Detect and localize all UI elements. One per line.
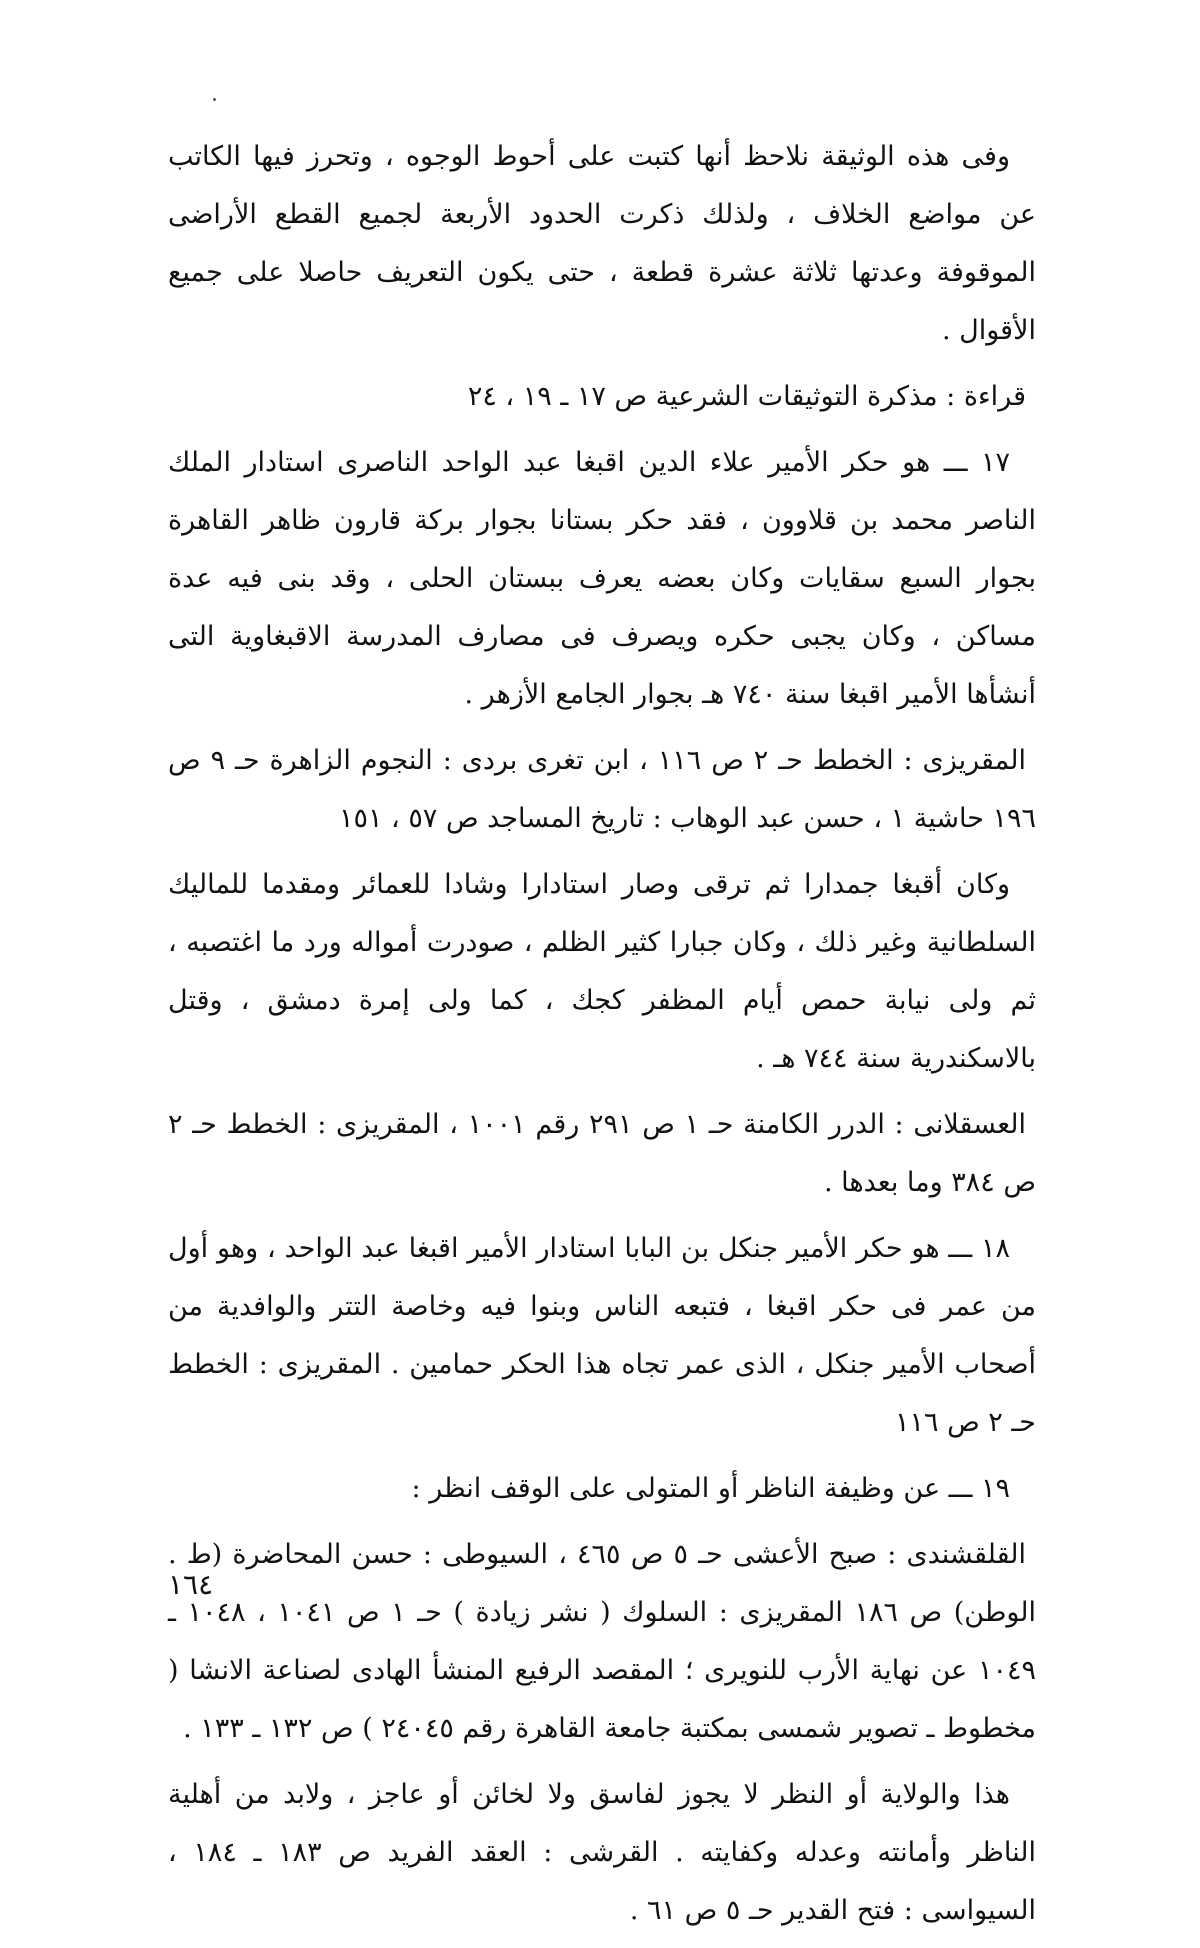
page-number: ١٦٤ [168,1568,214,1601]
reference-note-19: القلقشندى : صبح الأعشى حـ ٥ ص ٤٦٥ ، السيوطى : حسن المحاضرة (ط . الوطن) ص ١٨٦ المقريزى : السلوك ( نشر زيادة ) حـ ١ ص ١٠٤١ ، ١٠٤٨ ـ ١٠٤٩ عن نهاية الأرب للنويرى ؛ المقصد الرفيع المنشأ الهادى لصناعة الانشا ( مخطوط ـ تصوير شمسى بمكتبة جامعة القاهرة رقم ٢٤٠٤٥ ) ص ١٣٢ ـ ١٣٣ . [168,1539,1036,1744]
paragraph-document-note: وفى هذه الوثيقة نلاحظ أنها كتبت على أحوط الوجوه ، وتحرز فيها الكاتب عن مواضع الخلاف ، ولذلك ذكرت الحدود الأربعة لجميع القطع الأراضى الموقوفة وعدتها ثلاثة عشرة قطعة ، حتى يكون التعريف حاصلا على جميع الأقوال . [168,141,1036,346]
reference-aqbugha: العسقلانى : الدرر الكامنة حـ ١ ص ٢٩١ رقم ١٠٠١ ، المقريزى : الخطط حـ ٢ ص ٣٨٤ وما بعدها . [168,1109,1036,1198]
scan-speck [213,98,216,101]
note-17: ١٧ ـــ هو حكر الأمير علاء الدين اقبغا عبد الواحد الناصرى استادار الملك الناصر محمد بن قلاوون ، فقد حكر بستانا بجوار بركة قارون ظاهر القاهرة بجوار السبع سقايات وكان بعضه يعرف ببستان الحلى ، وقد بنى فيه عدة مساكن ، وكان يجبى حكره ويصرف فى مصارف المدرسة الاقبغاوية التى أنشأها الأمير اقبغا سنة ٧٤٠ هـ بجوار الجامع الأزهر . [168,447,1036,710]
paragraph-guardianship: هذا والولاية أو النظر لا يجوز لفاسق ولا لخائن أو عاجز ، ولابد من أهلية الناظر وأمانته وعدله وكفايته . القرشى : العقد الفريد ص ١٨٣ ـ ١٨٤ ، السيواسى : فتح القدير حـ ٥ ص ٦١ . [168,1779,1037,1926]
note-19: ١٩ ـــ عن وظيفة الناظر أو المتولى على الوقف انظر : [411,1473,1010,1504]
document-page [168,128,1036,1948]
reference-note-17: المقريزى : الخطط حـ ٢ ص ١١٦ ، ابن تغرى بردى : النجوم الزاهرة حـ ٩ ص ١٩٦ حاشية ١ ، حسن عبد الوهاب : تاريخ المساجد ص ٥٧ ، ١٥١ [168,745,1036,834]
paragraph-aqbugha-biography: وكان أقبغا جمدارا ثم ترقى وصار استادارا وشادا للعمائر ومقدما للماليك السلطانية وغير ذلك ، وكان جبارا كثير الظلم ، صودرت أمواله ورد ما اغتصبه ، ثم ولى نيابة حمص أيام المظفر كجك ، كما ولى إمرة دمشق ، وقتل بالاسكندرية سنة ٧٤٤ هـ . [168,869,1036,1074]
note-18: ١٨ ـــ هو حكر الأمير جنكل بن البابا استادار الأمير اقبغا عبد الواحد ، وهو أول من عمر فى حكر اقبغا ، فتبعه الناس وبنوا فيه وخاصة التتر والوافدية من أصحاب الأمير جنكل ، الذى عمر تجاه هذا الحكر حمامين . المقريزى : الخطط حـ ٢ ص ١١٦ [168,1233,1036,1438]
reference-reading: قراءة : مذكرة التوثيقات الشرعية ص ١٧ ـ ١٩ ، ٢٤ [467,381,1026,412]
